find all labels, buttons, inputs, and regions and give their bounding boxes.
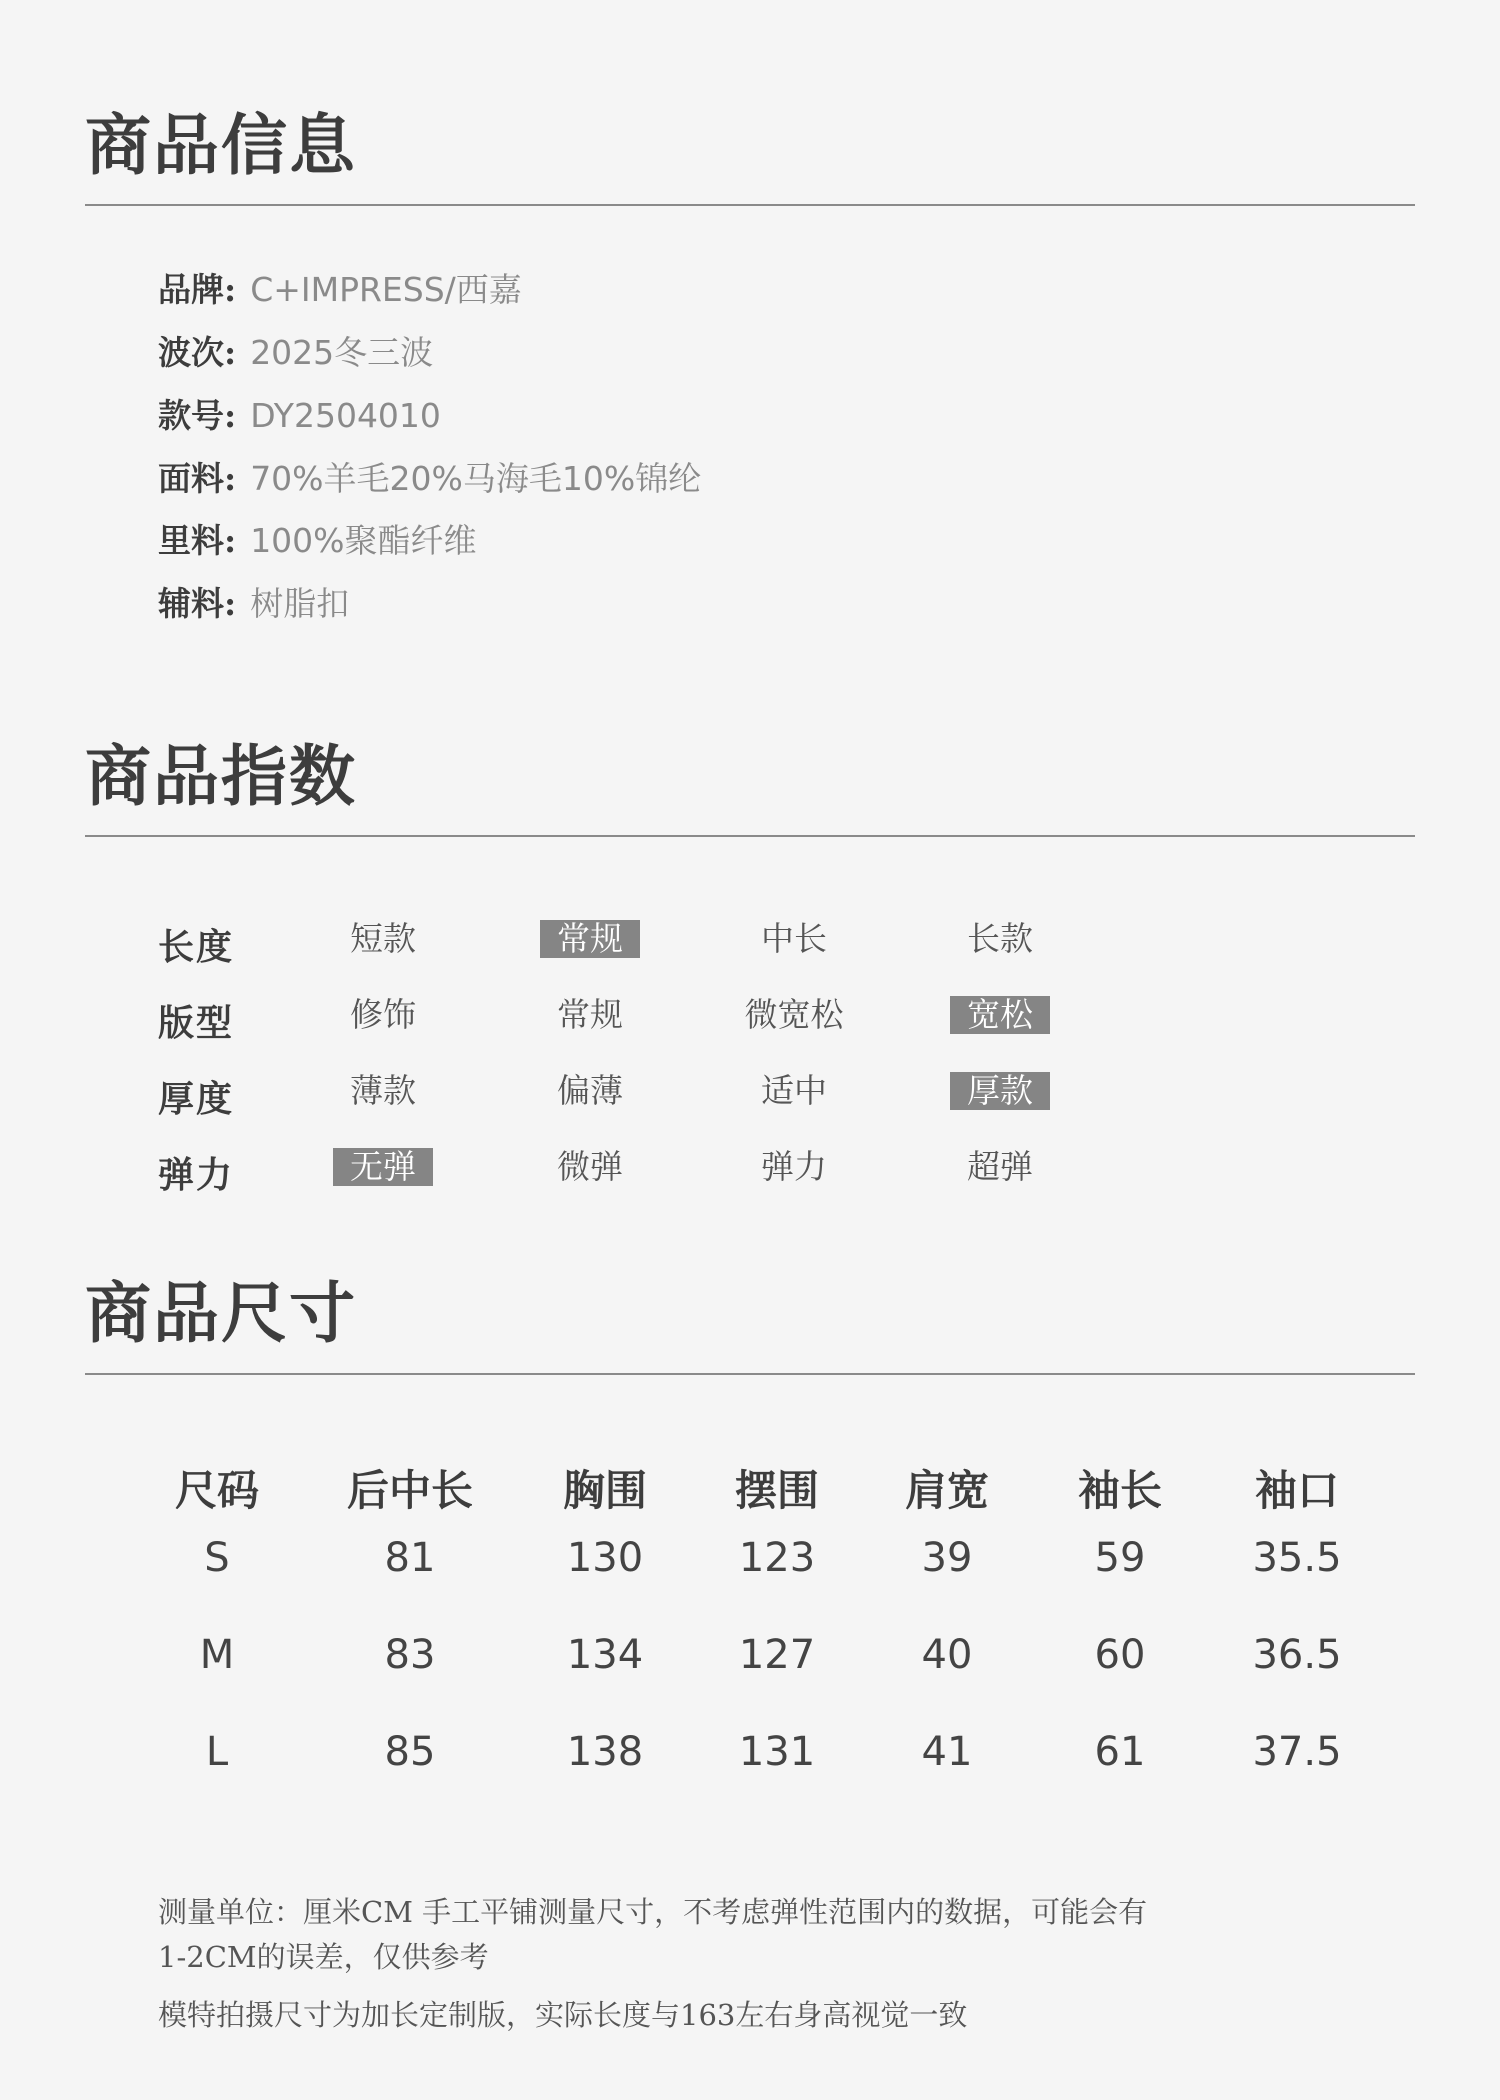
info-value: 100%聚酯纤维: [250, 521, 477, 560]
size-table-header: 摆围: [734, 1466, 820, 1515]
product-info-title: 商品信息: [85, 106, 357, 184]
info-key: 面料:: [158, 459, 237, 498]
size-table-cell: 35.5: [1252, 1535, 1342, 1581]
size-table-header: 袖长: [1077, 1466, 1163, 1515]
size-table-cell: 40: [921, 1632, 973, 1678]
index-option: 适中: [761, 1071, 827, 1110]
size-table-cell: 37.5: [1252, 1729, 1342, 1775]
section-divider: [85, 835, 1415, 837]
size-table-header: 胸围: [562, 1466, 648, 1515]
size-table-cell: 60: [1094, 1632, 1146, 1678]
info-value: DY2504010: [250, 396, 441, 435]
index-option: 短款: [350, 919, 416, 958]
size-table-cell: 123: [738, 1535, 816, 1581]
index-option-selected: 常规: [540, 920, 640, 958]
index-label: 厚度: [158, 1078, 235, 1120]
measurement-note-line1: 测量单位：厘米CM 手工平铺测量尺寸，不考虑弹性范围内的数据，可能会有: [158, 1895, 1148, 1929]
info-row: [158, 396, 441, 436]
index-option: 长款: [967, 919, 1033, 958]
index-option: 中长: [761, 919, 827, 958]
info-row: [158, 584, 349, 624]
info-key: 辅料:: [158, 584, 237, 623]
size-table-cell: 138: [566, 1729, 644, 1775]
size-table-cell: 61: [1094, 1729, 1146, 1775]
info-row: [158, 459, 701, 499]
size-table-header: 袖口: [1254, 1466, 1340, 1515]
info-value: C+IMPRESS/西嘉: [250, 270, 522, 309]
measurement-note-line2: 1-2CM的误差，仅供参考: [158, 1940, 489, 1974]
section-divider: [85, 1373, 1415, 1375]
size-table-cell: 130: [566, 1535, 644, 1581]
size-table-cell: 36.5: [1252, 1632, 1342, 1678]
index-option-selected: 宽松: [950, 996, 1050, 1034]
index-label: 版型: [158, 1002, 235, 1044]
size-table-cell: 83: [384, 1632, 436, 1678]
size-table-cell: S: [204, 1535, 230, 1581]
size-table-cell: 39: [921, 1535, 973, 1581]
index-option-selected: 无弹: [333, 1148, 433, 1186]
size-table-cell: 127: [738, 1632, 816, 1678]
size-table-header: 肩宽: [904, 1466, 990, 1515]
index-option: 常规: [557, 995, 623, 1034]
size-table-cell: 41: [921, 1729, 973, 1775]
size-table-cell: L: [205, 1729, 229, 1775]
info-value: 2025冬三波: [250, 333, 434, 372]
size-table-cell: 81: [384, 1535, 436, 1581]
index-option: 微弹: [557, 1147, 623, 1186]
info-value: 树脂扣: [250, 584, 350, 623]
size-table-cell: 131: [738, 1729, 816, 1775]
size-table-cell: 134: [566, 1632, 644, 1678]
measurement-note: [158, 1890, 1258, 1980]
index-option: 超弹: [967, 1147, 1033, 1186]
info-key: 里料:: [158, 521, 237, 560]
product-size-title: 商品尺寸: [85, 1274, 357, 1352]
index-label: 长度: [158, 926, 235, 968]
info-key: 款号:: [158, 396, 237, 435]
info-row: [158, 521, 477, 561]
size-table-cell: M: [199, 1632, 235, 1678]
index-option: 修饰: [350, 995, 416, 1034]
index-label: 弹力: [158, 1154, 235, 1196]
info-key: 品牌:: [158, 270, 237, 309]
model-note: 模特拍摄尺寸为加长定制版，实际长度与163左右身高视觉一致: [158, 1998, 968, 2032]
info-value: 70%羊毛20%马海毛10%锦纶: [250, 459, 702, 498]
size-table-header: 尺码: [174, 1466, 260, 1515]
index-option: 微宽松: [744, 995, 844, 1034]
index-option: 薄款: [350, 1071, 416, 1110]
info-key: 波次:: [158, 333, 237, 372]
index-option: 弹力: [761, 1147, 827, 1186]
index-option-selected: 厚款: [950, 1072, 1050, 1110]
size-table-header: 后中长: [346, 1466, 474, 1515]
info-row: [158, 333, 433, 373]
size-table-cell: 59: [1094, 1535, 1146, 1581]
product-index-title: 商品指数: [85, 737, 357, 815]
info-row: [158, 270, 522, 310]
index-option: 偏薄: [557, 1071, 623, 1110]
size-table-cell: 85: [384, 1729, 436, 1775]
section-divider: [85, 204, 1415, 206]
